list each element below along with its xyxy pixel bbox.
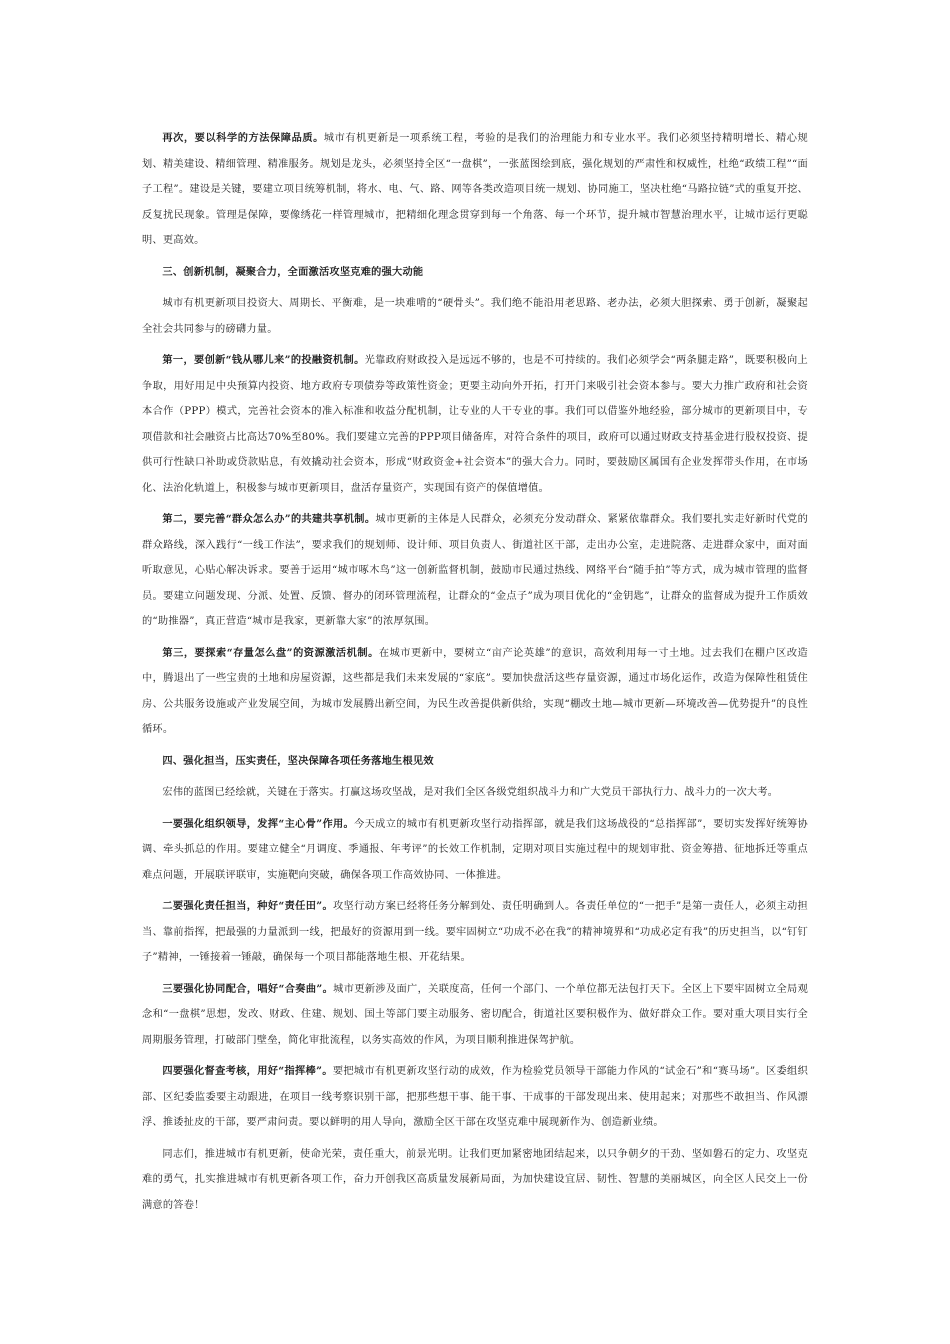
paragraph-10-text: 攻坚行动方案已经将任务分解到处、责任明确到人。各责任单位的“一把手”是第一责任人，必须主动担当、靠前指挥，把最强的力量派到一线，把最好的资源用到一线。要牢固树立“功成不必在我”的精神境界和“功成必定有我”的历史担当，以“钉钉子”精神，一锤接着一锤敲，确保每一个项目都能落地生根、开花结果。 [142, 901, 808, 963]
paragraph-9-text: 今天成立的城市有机更新攻坚行动指挥部，就是我们这场战役的“总指挥部”，要切实发挥好统筹协调、牵头抓总的作用。要建立健全“月调度、季通报、年考评”的长效工作机制，定期对项目实施过程中的规划审批、资金筹措、征地拆迁等重点难点问题，开展联评联审，实施靶向突破，确保各项工作高效协同、一体推进。 [142, 818, 808, 881]
paragraph-4-lead: 第一，要创新“钱从哪儿来”的投融资机制。 [162, 354, 365, 366]
paragraph-11-lead: 三要强化协同配合，唱好“合奏曲”。 [162, 982, 334, 995]
paragraph-8 [142, 780, 808, 806]
paragraph-5 [142, 507, 808, 635]
paragraph-12 [142, 1059, 808, 1136]
paragraph-5-text: 城市更新的主体是人民群众，必须充分发动群众、紧紧依靠群众。我们要扎实走好新时代党的群众路线，深入践行“一线工作法”，要求我们的规划师、设计师、项目负责人、街道社区干部，走出办公室，走进院落、走进群众家中，面对面听取意见，心贴心解决诉求。要善于运用“城市啄木鸟”这一创新监督机制，鼓励市民通过热线、网络平台“随手拍”等方式，成为城市管理的监督员。要建立问题发现、分派、处置、反馈、督办的闭环管理流程，让群众的“金点子”成为项目优化的“金钥匙”，让群众的监督成为提升工作质效的“助推器”，真正营造“城市是我家，更新靠大家”的浓厚氛围。 [142, 514, 809, 627]
paragraph-6-lead: 第三，要探索“存量怎么盘”的资源激活机制。 [162, 646, 379, 659]
paragraph-11 [142, 977, 808, 1054]
section-4-heading: 四、强化担当，压实责任，坚决保障各项任务落地生根见效 [162, 754, 434, 767]
paragraph-1-lead: 再次，要以科学的方法保障品质。 [162, 132, 324, 144]
paragraph-8-text: 宏伟的蓝图已经绘就，关键在于落实。打赢这场攻坚战，是对我们全区各级党组织战斗力和广大党员干部执行力、战斗力的一次大考。 [162, 787, 779, 798]
paragraph-10-lead: 二要强化责任担当，种好“责任田”。 [162, 900, 333, 912]
paragraph-5-lead: 第二，要完善“群众怎么办”的共建共享机制。 [162, 513, 376, 525]
paragraph-12-lead: 四要强化督查考核，用好“指挥棒”。 [162, 1065, 333, 1077]
paragraph-4 [142, 348, 808, 501]
paragraph-3-text: 城市有机更新项目投资大、周期长、平衡难，是一块难啃的“硬骨头”。我们绝不能沿用老思路、老办法，必须大胆探索、勇于创新，凝聚起全社会共同参与的磅礴力量。 [142, 298, 808, 335]
paragraph-1-text: 城市有机更新是一项系统工程，考验的是我们的治理能力和专业水平。我们必须坚持精明增长、精心规划、精美建设、精细管理、精准服务。规划是龙头，必须坚持全区“一盘棋”，一张蓝图绘到底，强化规划的严肃性和权威性，杜绝“政绩工程”“面子工程”。建设是关键，要建立项目统筹机制，将水、电、气、路、网等各类改造项目统一规划、协同施工，坚决杜绝“马路拉链”式的重复开挖、反复扰民现象。管理是保障，要像绣花一样管理城市，把精细化理念贯穿到每一个角落、每一个环节，提升城市智慧治理水平，让城市运行更聪明、更高效。 [142, 133, 808, 246]
section-3-heading: 三、创新机制，凝聚合力，全面激活攻坚克难的强大动能 [162, 265, 424, 278]
paragraph-13 [142, 1142, 808, 1219]
paragraph-1 [142, 126, 808, 254]
paragraph-4-text: 光靠政府财政投入是远远不够的，也是不可持续的。我们必须学会“两条腿走路”，既要积极向上争取，用好用足中央预算内投资、地方政府专项债券等政策性资金；更要主动向外开拓，打开门来吸引社会资本参与。要大力推广政府和社会资本合作（PPP）模式，完善社会资本的准入标准和收益分配机制，让专业的人干专业的事。我们可以借鉴外地经验，部分城市的更新项目中，专项借款和社会融资占比高达70%至80%。我们要建立完善的PPP项目储备库，对符合条件的项目，政府可以通过财政支持基金进行股权投资、提供可行性缺口补助或贷款贴息，有效撬动社会资本，形成“财政资金+社会资本”的强大合力。同时，要鼓励区属国有企业发挥带头作用，在市场化、法治化轨道上，积极参与城市更新项目，盘活存量资产，实现国有资产的保值增值。 [142, 355, 808, 494]
paragraph-12-text: 要把城市有机更新攻坚行动的成效，作为检验党员领导干部能力作风的“试金石”和“赛马场”。区委组织部、区纪委监委要主动跟进，在项目一线考察识别干部，把那些想干事、能干事、干成事的干部发现出来、使用起来；对那些不敢担当、作风漂浮、推诿扯皮的干部，要严肃问责。要以鲜明的用人导向，激励全区干部在攻坚克难中展现新作为、创造新业绩。 [142, 1066, 809, 1128]
paragraph-6-text: 在城市更新中，要树立“亩产论英雄”的意识，高效利用每一寸土地。过去我们在棚户区改造中，腾退出了一些宝贵的土地和房屋资源，这些都是我们未来发展的“家底”。要加快盘活这些存量资源，通过市场化运作，改造为保障性租赁住房、公共服务设施或产业发展空间，为城市发展腾出新空间，为民生改善提供新供给，实现“棚改土地—城市更新—环境改善—优势提升”的良性循环。 [142, 647, 808, 735]
paragraph-11-text: 城市更新涉及面广，关联度高，任何一个部门、一个单位都无法包打天下。全区上下要牢固树立全局观念和“一盘棋”思想，发改、财政、住建、规划、国土等部门要主动服务、密切配合，街道社区要积极作为、做好群众工作。要对重大项目实行全周期服务管理，打破部门壁垒，简化审批流程，以务实高效的作风，为项目顺利推进保驾护航。 [142, 983, 809, 1046]
paragraph-3 [142, 291, 808, 342]
paragraph-9 [142, 812, 808, 889]
paragraph-13-text: 同志们，推进城市有机更新，使命光荣，责任重大，前景光明。让我们更加紧密地团结起来，以只争朝夕的干劲、坚如磐石的定力、攻坚克难的勇气，扎实推进城市有机更新各项工作，奋力开创我区高质量发展新局面，为加快建设宜居、韧性、智慧的美丽城区，向全区人民交上一份满意的答卷！ [142, 1148, 808, 1211]
document-body [142, 126, 808, 1224]
paragraph-10 [142, 894, 808, 971]
paragraph-9-lead: 一要强化组织领导，发挥“主心骨”作用。 [162, 817, 355, 830]
paragraph-6 [142, 641, 808, 743]
